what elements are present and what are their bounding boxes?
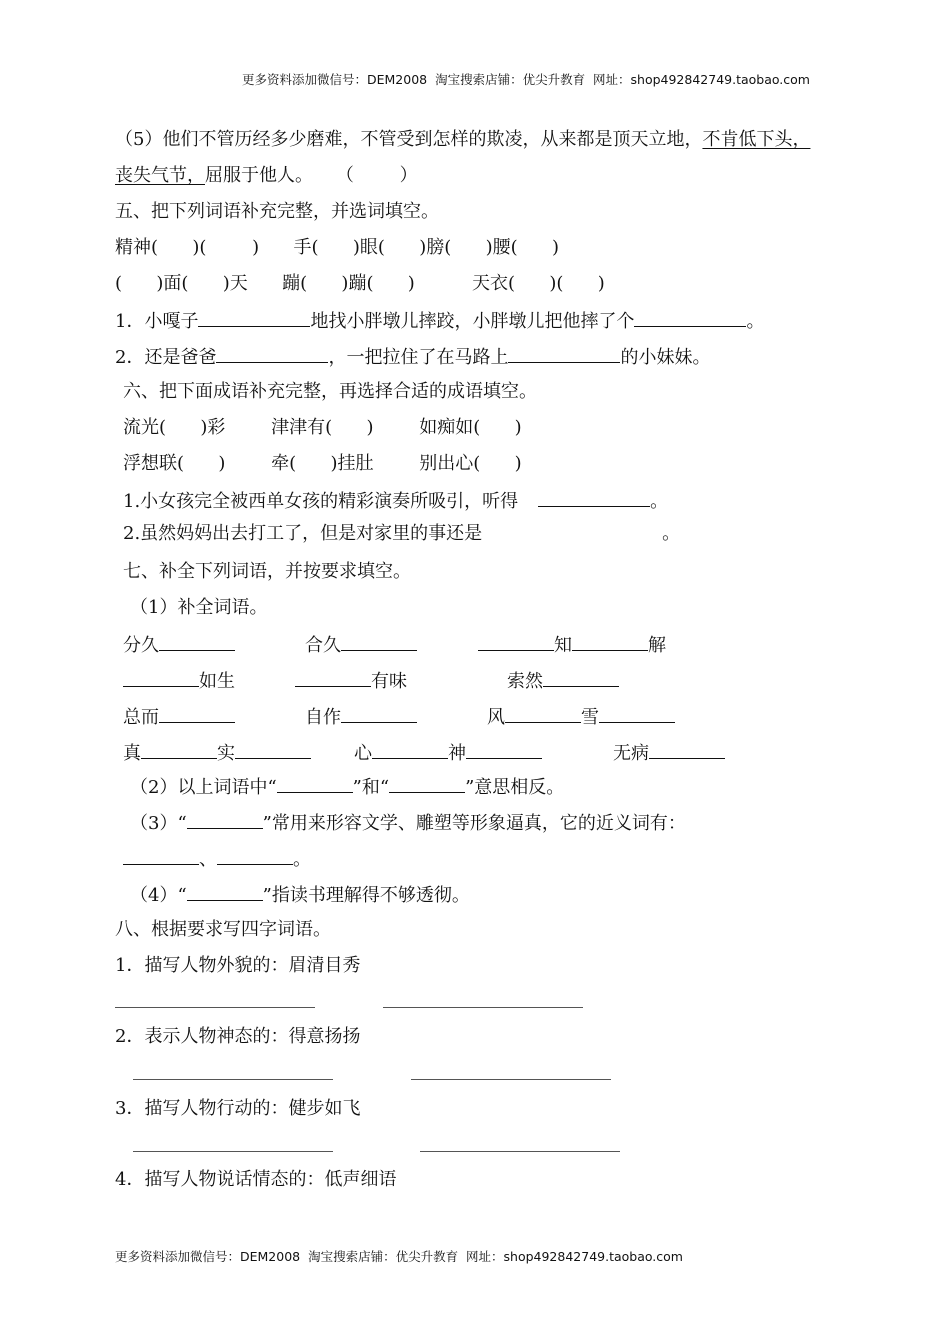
answer-blank[interactable] (159, 632, 235, 651)
answer-line[interactable] (383, 1007, 583, 1008)
page-footer: 更多资料添加微信号：DEM2008 淘宝搜索店铺：优尖升教育 网址：shop492842749.taobao.com (115, 1249, 683, 1264)
answer-blank[interactable] (187, 810, 263, 829)
section-8-question-3: 3．描写人物行动的：健步如飞 (115, 1098, 361, 1119)
section-8-title: 八、根据要求写四字词语。 (115, 919, 331, 940)
p2-text-c: ”意思相反。 (465, 777, 565, 798)
section-5-words-row1: 精神( )( ) 手( )眼( )膀( )腰( ) (115, 237, 560, 258)
section-7-part3 (130, 810, 686, 836)
word-text: 合久 (305, 635, 341, 656)
q4-5-underlined-1: 不肯低下头， (702, 129, 811, 150)
answer-blank[interactable] (466, 740, 542, 759)
word-text: 风 (487, 707, 505, 728)
answer-blank[interactable] (217, 846, 293, 865)
page-header: 更多资料添加微信号：DEM2008 淘宝搜索店铺：优尖升教育 网址：shop492842749.taobao.com (242, 72, 810, 87)
section-6-idioms-row1: 流光( )彩 津津有( ) 如痴如( ) (123, 417, 522, 438)
answer-blank[interactable] (649, 740, 725, 759)
word-text: 分久 (123, 635, 159, 656)
word-text: 如生 (199, 671, 235, 692)
word-fill-8 (305, 704, 417, 730)
section-7-title: 七、补全下列词语，并按要求填空。 (123, 561, 411, 582)
answer-line[interactable] (411, 1079, 611, 1080)
word-text: 实 (217, 743, 235, 764)
p2-text-b: ”和“ (352, 777, 390, 798)
section-7-part1: （1）补全词语。 (130, 597, 268, 618)
word-fill-2 (305, 632, 417, 658)
section-7-part2 (130, 774, 564, 800)
answer-blank[interactable] (123, 668, 199, 687)
word-text: 真 (123, 743, 141, 764)
word-text: 雪 (581, 707, 599, 728)
word-text: 解 (648, 635, 666, 656)
word-text: 神 (448, 743, 466, 764)
section-5-title: 五、把下列词语补充完整，并选词填空。 (115, 201, 439, 222)
answer-blank[interactable] (187, 882, 263, 901)
question-4-5-line1 (115, 128, 810, 152)
section-7-part4 (130, 882, 470, 908)
answer-blank[interactable] (372, 740, 448, 759)
answer-blank[interactable] (389, 774, 465, 793)
answer-blank[interactable] (634, 308, 746, 327)
word-text: 无病 (613, 743, 649, 764)
p2-text-a: （2）以上词语中“ (130, 777, 277, 798)
word-text: 心 (354, 743, 372, 764)
word-fill-4 (123, 668, 235, 694)
s6-q2-text: 2.虽然妈妈出去打工了，但是对家里的事还是 (123, 523, 483, 544)
answer-blank[interactable] (216, 344, 328, 363)
section-6-title: 六、把下面成语补充完整，再选择合适的成语填空。 (123, 381, 537, 402)
answer-blank[interactable] (599, 704, 675, 723)
p3-text-a: （3）“ (130, 813, 187, 834)
answer-line[interactable] (133, 1079, 333, 1080)
answer-blank[interactable] (341, 632, 417, 651)
section-5-question-2 (115, 344, 710, 370)
answer-blank[interactable] (159, 704, 235, 723)
answer-blank[interactable] (572, 632, 648, 651)
section-6-question-2 (123, 522, 680, 546)
word-fill-3 (478, 632, 666, 658)
s5-q1-text-b: 地找小胖墩儿摔跤，小胖墩儿把他摔了个 (310, 311, 635, 332)
answer-line[interactable] (133, 1151, 333, 1152)
word-fill-9 (487, 704, 675, 730)
section-6-idioms-row2: 浮想联( ) 牵( )挂肚 别出心( ) (123, 453, 522, 474)
word-text: 索然 (507, 671, 543, 692)
word-text: 自作 (305, 707, 341, 728)
word-fill-10 (123, 740, 311, 766)
q4-5-underlined-2: 丧失气节， (115, 165, 205, 186)
answer-blank[interactable] (123, 846, 199, 865)
word-text: 总而 (123, 707, 159, 728)
q4-5-text-end: 屈服于他人。 （ ） (205, 165, 418, 186)
word-text: 知 (554, 635, 572, 656)
s6-q1-text: 1.小女孩完全被西单女孩的精彩演奏所吸引，听得 (123, 491, 519, 512)
s5-q1-text-c: 。 (746, 311, 765, 332)
answer-blank[interactable] (235, 740, 311, 759)
answer-blank[interactable] (141, 740, 217, 759)
answer-line[interactable] (420, 1151, 620, 1152)
section-8-question-2: 2．表示人物神态的：得意扬扬 (115, 1026, 361, 1047)
s5-q2-text-a: 2．还是爸爸 (115, 347, 217, 368)
answer-blank[interactable] (543, 668, 619, 687)
answer-blank[interactable] (295, 668, 371, 687)
p4-text-a: （4）“ (130, 885, 187, 906)
s5-q2-text-c: 的小妹妹。 (620, 347, 711, 368)
word-fill-7 (123, 704, 235, 730)
answer-blank[interactable] (277, 774, 353, 793)
s6-q2-end: 。 (662, 523, 681, 544)
section-7-part3-cont (123, 846, 311, 872)
answer-blank[interactable] (508, 344, 620, 363)
word-fill-5 (295, 668, 407, 694)
answer-line[interactable] (115, 1007, 315, 1008)
s6-q1-end: 。 (650, 491, 669, 512)
q4-5-text: （5）他们不管历经多少磨难，不管受到怎样的欺凌，从来都是顶天立地， (115, 129, 703, 150)
p4-text-b: ”指读书理解得不够透彻。 (262, 885, 470, 906)
p3-text-b: ”常用来形容文学、雕塑等形象逼真，它的近义词有： (262, 813, 686, 834)
word-fill-12 (613, 740, 725, 766)
section-5-words-row2: ( )面( )天 蹦( )蹦( ) 天衣( )( ) (115, 273, 605, 294)
answer-blank[interactable] (341, 704, 417, 723)
word-fill-6 (507, 668, 619, 694)
answer-blank[interactable] (505, 704, 581, 723)
word-text: 有味 (371, 671, 407, 692)
word-fill-1 (123, 632, 235, 658)
answer-blank[interactable] (538, 488, 650, 507)
answer-blank[interactable] (478, 632, 554, 651)
p3-text-d: 。 (293, 849, 311, 870)
section-6-question-1 (123, 488, 668, 514)
answer-blank[interactable] (198, 308, 310, 327)
word-fill-11 (354, 740, 542, 766)
s5-q1-text-a: 1．小嘎子 (115, 311, 199, 332)
section-5-question-1 (115, 308, 764, 334)
section-8-question-4: 4．描写人物说话情态的：低声细语 (115, 1169, 397, 1190)
s5-q2-text-b: ，一把拉住了在马路上 (328, 347, 509, 368)
section-8-question-1: 1．描写人物外貌的：眉清目秀 (115, 955, 361, 976)
p3-text-c: 、 (199, 849, 217, 870)
question-4-5-line2 (115, 164, 418, 188)
